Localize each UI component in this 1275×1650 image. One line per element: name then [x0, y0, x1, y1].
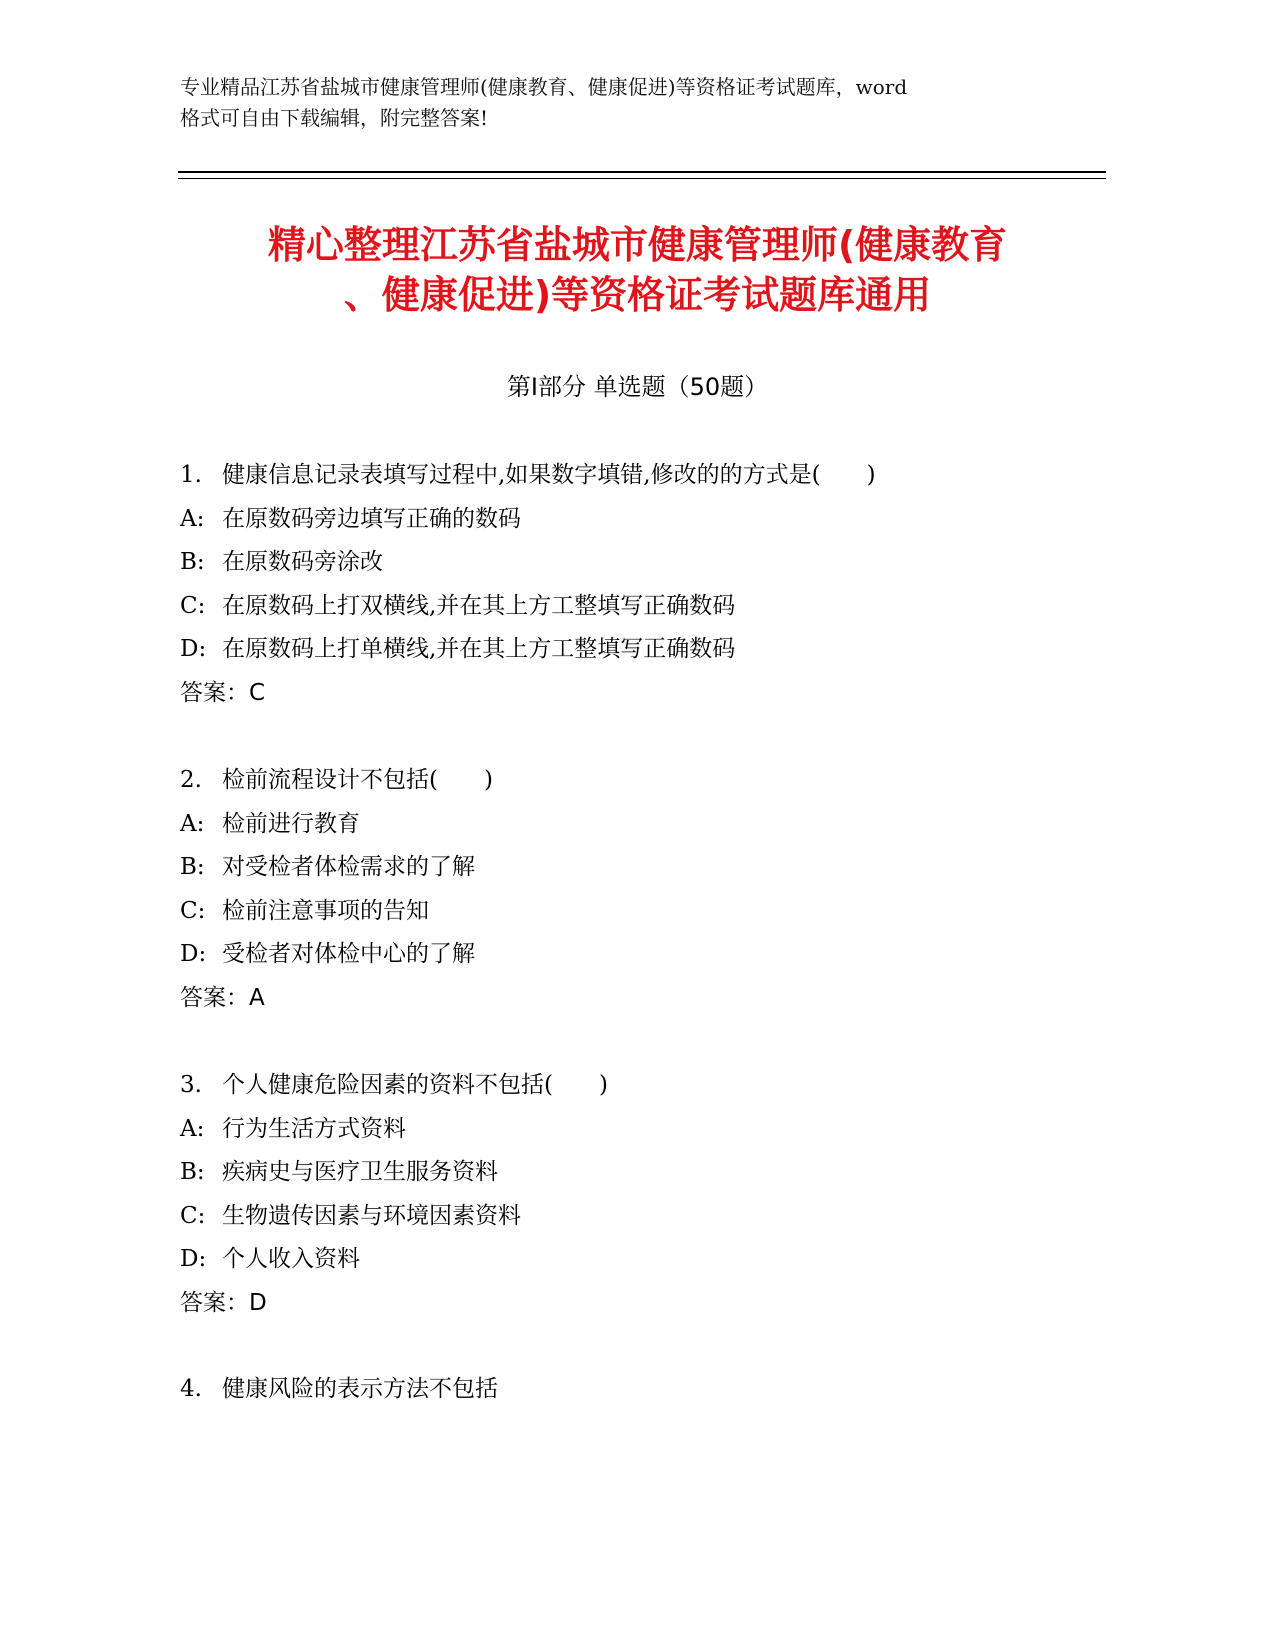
option-text: 在原数码旁涂改: [222, 549, 383, 575]
question-stem: [180, 759, 1120, 803]
option-label: B:: [180, 854, 205, 880]
question-3: [180, 1064, 1120, 1325]
option-a: [180, 803, 1120, 847]
option-text: 对受检者体检需求的了解: [222, 854, 475, 880]
option-a: [180, 498, 1120, 542]
option-text: 个人收入资料: [222, 1246, 360, 1272]
option-c: [180, 1195, 1120, 1239]
option-text: 生物遗传因素与环境因素资料: [222, 1202, 521, 1229]
option-label: C:: [180, 592, 206, 619]
question-number: 2.: [180, 767, 202, 793]
question-number: 1.: [180, 462, 202, 488]
header-divider-thick: [178, 171, 1106, 173]
question-text: 健康风险的表示方法不包括: [222, 1376, 498, 1402]
header-line-1: 专业精品江苏省盐城市健康管理师(健康教育、健康促进)等资格证考试题库，word: [180, 75, 908, 99]
option-b: [180, 846, 1120, 890]
option-label: A:: [180, 810, 205, 837]
option-text: 在原数码上打双横线,并在其上方工整填写正确数码: [222, 592, 736, 619]
option-text: 行为生活方式资料: [222, 1115, 406, 1142]
section-title: 第Ⅰ部分 单选题（50题）: [506, 373, 769, 401]
option-label: D:: [180, 636, 207, 662]
option-label: D:: [180, 941, 207, 967]
option-text: 检前注意事项的告知: [222, 897, 429, 924]
question-stem: [180, 1368, 1120, 1412]
option-a: [180, 1108, 1120, 1152]
header-divider-thin: [178, 178, 1106, 179]
answer: 答案：A: [180, 984, 265, 1011]
option-text: 在原数码旁边填写正确的数码: [222, 505, 521, 532]
option-c: [180, 890, 1120, 934]
option-d: [180, 933, 1120, 977]
option-label: B:: [180, 549, 205, 575]
answer: 答案：C: [180, 679, 266, 706]
question-text: 检前流程设计不包括( ): [222, 767, 493, 793]
question-stem: [180, 1064, 1120, 1108]
document-header: [180, 72, 1080, 134]
answer: 答案：D: [180, 1289, 267, 1316]
option-c: [180, 585, 1120, 629]
question-2: [180, 759, 1120, 1020]
option-b: [180, 541, 1120, 585]
header-line-2: 格式可自由下载编辑，附完整答案!: [180, 106, 489, 130]
question-text: 个人健康危险因素的资料不包括( ): [222, 1072, 608, 1098]
option-label: C:: [180, 1202, 206, 1229]
option-text: 受检者对体检中心的了解: [222, 941, 475, 967]
question-number: 3.: [180, 1072, 202, 1098]
option-d: [180, 628, 1120, 672]
option-text: 疾病史与医疗卫生服务资料: [222, 1159, 498, 1185]
option-label: B:: [180, 1159, 205, 1185]
option-label: D:: [180, 1246, 207, 1272]
option-label: C:: [180, 897, 206, 924]
title-line-2: 、健康促进)等资格证考试题库通用: [343, 273, 932, 317]
document-title: [130, 220, 1145, 320]
title-line-1: 精心整理江苏省盐城市健康管理师(健康教育: [267, 223, 1008, 267]
question-1: [180, 454, 1120, 715]
question-stem: [180, 454, 1120, 498]
option-label: A:: [180, 1115, 205, 1142]
option-label: A:: [180, 505, 205, 532]
question-number: 4.: [180, 1376, 202, 1402]
question-4: [180, 1368, 1120, 1412]
option-text: 检前进行教育: [222, 810, 360, 837]
option-d: [180, 1238, 1120, 1282]
question-text: 健康信息记录表填写过程中,如果数字填错,修改的的方式是( ): [222, 462, 876, 488]
option-text: 在原数码上打单横线,并在其上方工整填写正确数码: [222, 636, 736, 662]
option-b: [180, 1151, 1120, 1195]
